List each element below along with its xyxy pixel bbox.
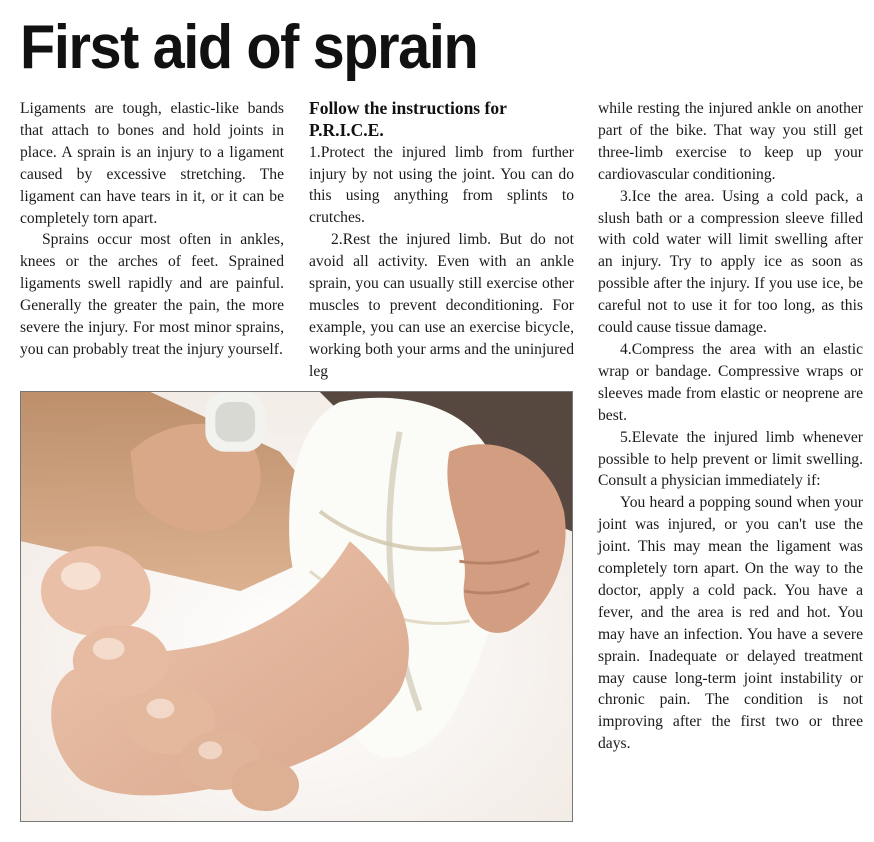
bandaged-foot-photo	[20, 391, 573, 822]
paragraph-elevate: 5.Elevate the injured limb whenever possible to help prevent or limit swelling. Consult a physician immediately if:	[598, 428, 863, 490]
paragraph-see-physician: You heard a popping sound when your joint was injured, or you can't use the joint. This may mean the ligament was completely torn apart. On the way to the doctor, apply a cold pack. You have a fever, and the area is red and hot. You may have an infection. You have a severe sprain. Inadequate or delayed treatment may cause long-term joint instability or chronic pain. The condition is not improving after the first two or three days.	[598, 494, 863, 753]
bandaged-foot-illustration-icon	[21, 392, 572, 821]
paragraph-compress: 4.Compress the area with an elastic wrap or bandage. Compressive wraps or sleeves made from elastic or neoprene are best.	[598, 340, 863, 424]
section-heading-price: Follow the instructions for P.R.I.C.E.	[309, 98, 507, 140]
article-column-1	[20, 98, 284, 361]
article-title: First aid of sprain	[20, 13, 478, 82]
article-column-2	[309, 98, 574, 383]
paragraph-rest-continued: while resting the injured ankle on another part of the bike. That way you still get three-limb exercise to keep up your cardiovascular conditioning.	[598, 100, 863, 183]
paragraph-ice: 3.Ice the area. Using a cold pack, a slush bath or a compression sleeve filled with cold water will limit swelling after an injury. Try to apply ice as soon as possible after the injury. If you use ice, be careful not to use it for too long, as this could cause tissue damage.	[598, 187, 863, 337]
paragraph-sprain-locations: Sprains occur most often in ankles, knees or the arches of feet. Sprained ligaments swell rapidly and are painful. Generally the greater the pain, the more severe the injury. For most minor sprains, you can probably treat the injury yourself.	[20, 231, 284, 358]
article-column-3	[598, 98, 863, 755]
paragraph-protect: 1.Protect the injured limb from further injury by not using the joint. You can do this using anything from splints to crutches.	[309, 143, 574, 227]
paragraph-rest: 2.Rest the injured limb. But do not avoid all activity. Even with an ankle sprain, you can usually still exercise other muscles to prevent deconditioning. For example, you can use an exercise bicycle, working both your arms and the uninjured leg	[309, 231, 574, 380]
paragraph-intro: Ligaments are tough, elastic-like bands that attach to bones and hold joints in place. A sprain is an injury to a ligament caused by excessive stretching. The ligament can have tears in it, or it can be completely torn apart.	[20, 100, 284, 227]
